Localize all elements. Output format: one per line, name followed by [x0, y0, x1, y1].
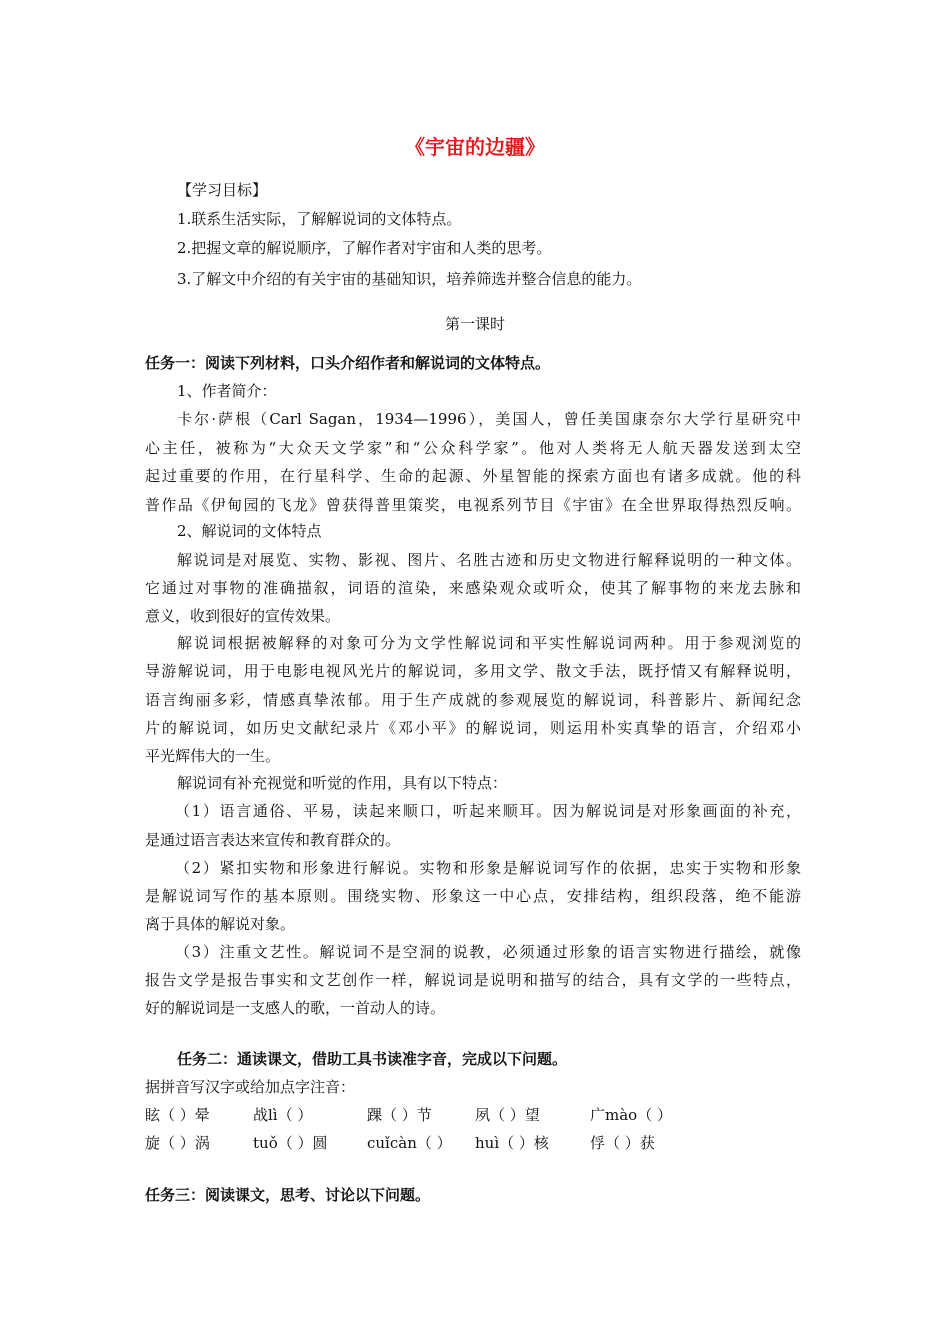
lesson-heading: 第一课时 [444, 315, 505, 333]
objective-item: 3.了解文中介绍的有关宇宙的基础知识，培养筛选并整合信息的能力。 [177, 270, 642, 288]
paragraph-line: 解说词有补充视觉和听觉的作用，具有以下特点： [177, 774, 508, 792]
genre-heading: 2、解说词的文体特点 [177, 522, 322, 540]
author-line: 普作品《伊甸园的飞龙》曾获得普里策奖，电视系列节目《宇宙》在全世界取得热烈反响。 [145, 496, 801, 514]
point-line: 是通过语言表达来宣传和教育群众的。 [145, 831, 401, 849]
paragraph-line: 意义，收到很好的宣传效果。 [145, 607, 341, 625]
document-title: 《宇宙的边疆》 [405, 135, 545, 159]
objective-item: 1.联系生活实际，了解解说词的文体特点。 [177, 210, 462, 228]
author-line: 心主任，被称为“大众天文学家”和“公众科学家”。他对人类将无人航天器发送到太空 [145, 439, 801, 457]
pinyin-item: 踝（ ）节 [367, 1106, 432, 1124]
objectives-heading: 【学习目标】 [177, 181, 268, 199]
task1-heading: 任务一：阅读下列材料，口头介绍作者和解说词的文体特点。 [145, 354, 551, 372]
pinyin-item: 夙（ ）望 [475, 1106, 540, 1124]
author-line: 起过重要的作用，在行星科学、生命的起源、外星智能的探索方面也有诸多成就。他的科 [145, 467, 801, 485]
author-line: 卡尔·萨根（Carl Sagan，1934—1996），美国人，曾任美国康奈尔大学行星研究中 [177, 410, 801, 428]
pinyin-item: huì（ ）核 [475, 1134, 549, 1152]
pinyin-item: 眩（ ）晕 [145, 1106, 210, 1124]
pinyin-item: cuǐcàn（ ） [367, 1134, 452, 1152]
objective-item: 2.把握文章的解说顺序，了解作者对宇宙和人类的思考。 [177, 239, 552, 257]
task2-heading: 任务二：通读课文，借助工具书读准字音，完成以下问题。 [177, 1050, 568, 1068]
author-heading: 1、作者简介： [177, 382, 277, 400]
paragraph-line: 解说词是对展览、实物、影视、图片、名胜古迹和历史文物进行解释说明的一种文体。 [177, 551, 801, 569]
paragraph-line: 片的解说词，如历史文献纪录片《邓小平》的解说词，则运用朴实真挚的语言，介绍邓小 [145, 719, 801, 737]
point-line: （2）紧扣实物和形象进行解说。实物和形象是解说词写作的依据，忠实于实物和形象 [175, 859, 801, 877]
point-line: 是解说词写作的基本原则。围绕实物、形象这一中心点，安排结构，组织段落，绝不能游 [145, 887, 801, 905]
pinyin-item: 俘（ ）获 [590, 1134, 655, 1152]
paragraph-line: 语言绚丽多彩，情感真挚浓郁。用于生产成就的参观展览的解说词，科普影片、新闻纪念 [145, 691, 801, 709]
point-line: （1）语言通俗、平易，读起来顺口，听起来顺耳。因为解说词是对形象画面的补充， [175, 802, 801, 820]
pinyin-item: 旋（ ）涡 [145, 1134, 210, 1152]
paragraph-line: 它通过对事物的准确描叙，词语的渲染，来感染观众或听众，使其了解事物的来龙去脉和 [145, 579, 801, 597]
pinyin-item: 广mào（ ） [590, 1106, 672, 1124]
task3-heading: 任务三：阅读课文，思考、讨论以下问题。 [145, 1186, 431, 1204]
paragraph-line: 解说词根据被解释的对象可分为文学性解说词和平实性解说词两种。用于参观浏览的 [177, 634, 801, 652]
point-line: （3）注重文艺性。解说词不是空洞的说教，必须通过形象的语言实物进行描绘，就像 [175, 943, 801, 961]
pinyin-item: tuǒ（ ）圆 [253, 1134, 328, 1152]
point-line: 离于具体的解说对象。 [145, 915, 296, 933]
paragraph-line: 导游解说词，用于电影电视风光片的解说词，多用文学、散文手法，既抒情又有解释说明， [145, 662, 801, 680]
point-line: 好的解说词是一支感人的歌，一首动人的诗。 [145, 999, 446, 1017]
point-line: 报告文学是报告事实和文艺创作一样，解说词是说明和描写的结合，具有文学的一些特点， [145, 971, 801, 989]
paragraph-line: 平光辉伟大的一生。 [145, 747, 281, 765]
task2-instruction: 据拼音写汉字或给加点字注音： [145, 1078, 356, 1096]
pinyin-item: 战lì（ ） [253, 1106, 313, 1124]
